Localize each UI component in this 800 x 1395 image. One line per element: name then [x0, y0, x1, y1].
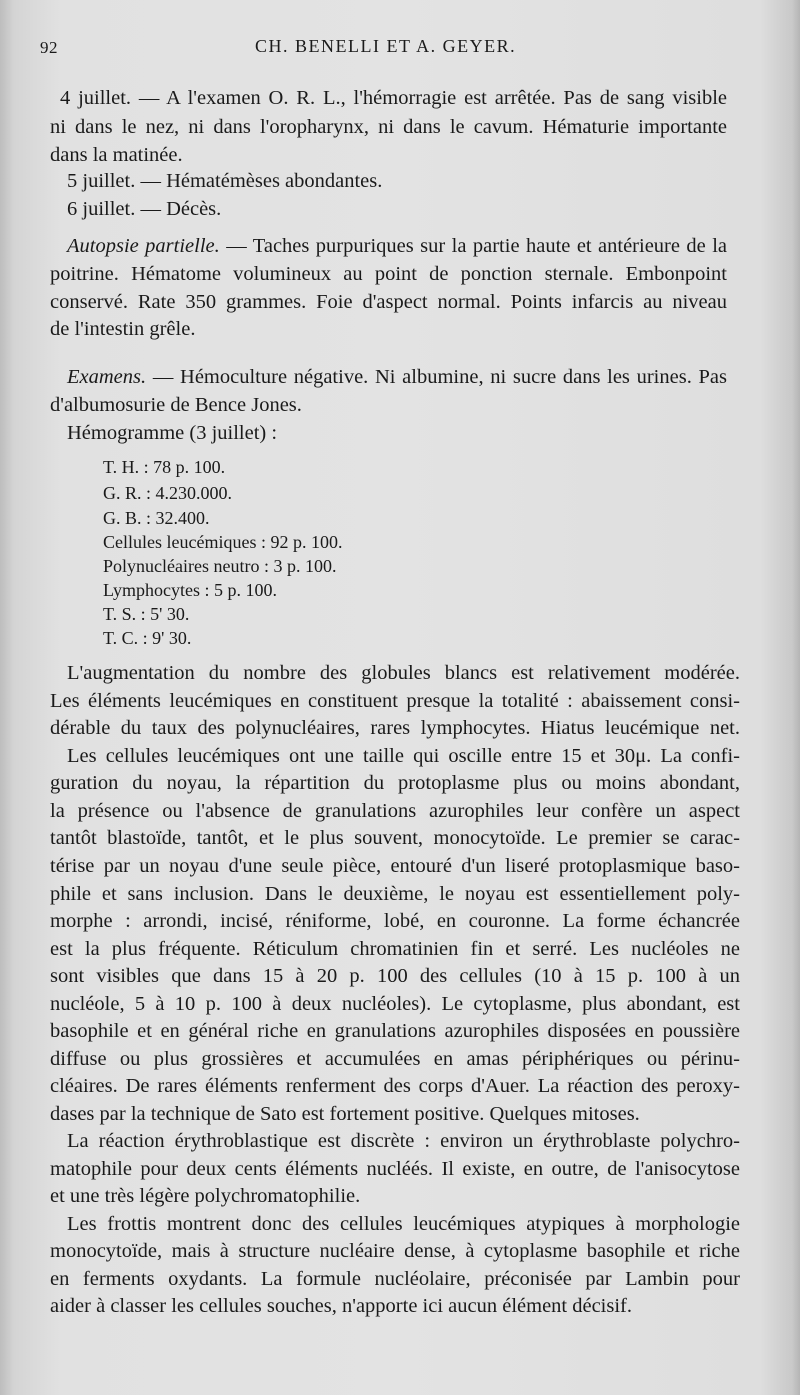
text-line: dans la matinée.: [50, 144, 183, 166]
text-line: phile et sans inclusion. Dans le deuxième, le noyau est essentiellement poly-: [50, 883, 740, 905]
text-line: 4 juillet. — A l'examen O. R. L., l'hémorragie est arrêtée. Pas de sang visible: [60, 87, 727, 109]
text-line: Autopsie partielle. — Taches purpuriques sur la partie haute et antérieure de la: [67, 235, 727, 257]
text-line: la présence ou l'absence de granulations azurophiles leur confère un aspect: [50, 800, 740, 822]
text-line: morphe : arrondi, incisé, réniforme, lobé, en couronne. La forme échancrée: [50, 910, 740, 932]
text-line: diffuse ou plus grossières et accumulées en amas périphériques ou périnu-: [50, 1048, 740, 1070]
hemogram-item: Lymphocytes : 5 p. 100.: [103, 580, 277, 600]
text-line: poitrine. Hématome volumineux au point de ponction sternale. Embonpoint: [50, 263, 727, 285]
section-heading-autopsie: Autopsie partielle.: [67, 235, 220, 257]
text-line: cléaires. De rares éléments renferment des corps d'Auer. La réaction des peroxy-: [50, 1075, 740, 1097]
text-line: dases par la technique de Sato est fortement positive. Quelques mitoses.: [50, 1103, 640, 1125]
text-line: guration du noyau, la répartition du protoplasme plus ou moins abondant,: [50, 772, 740, 794]
hemogram-item: G. R. : 4.230.000.: [103, 483, 233, 503]
hemogram-item: Polynucléaires neutro : 3 p. 100.: [103, 556, 337, 576]
section-heading-examens: Examens.: [67, 366, 147, 388]
text-line: nucléole, 5 à 10 p. 100 à deux nucléoles). Le cytoplasme, plus abondant, est: [50, 993, 740, 1015]
text-line: 5 juillet. — Hématémèses abondantes.: [67, 170, 383, 192]
text-line: 6 juillet. — Décès.: [67, 198, 222, 220]
text-line: basophile et en général riche en granulations azurophiles disposées en poussière: [50, 1020, 740, 1042]
hemogram-item: T. H. : 78 p. 100.: [103, 457, 226, 477]
text-line: dérable du taux des polynucléaires, rares lymphocytes. Hiatus leucémique net.: [50, 717, 740, 739]
text-line: monocytoïde, mais à structure nucléaire dense, à cytoplasme basophile et riche: [50, 1240, 740, 1262]
hemogram-item: T. S. : 5' 30.: [103, 604, 190, 624]
text-line: tantôt blastoïde, tantôt, et le plus souvent, monocytoïde. Le premier se carac-: [50, 827, 740, 849]
text-line: Hémogramme (3 juillet) :: [67, 422, 278, 444]
running-title: CH. BENELLI ET A. GEYER.: [255, 36, 517, 56]
text-line: aider à classer les cellules souches, n'apporte ici aucun élément décisif.: [50, 1295, 633, 1317]
hemogram-item: Cellules leucémiques : 92 p. 100.: [103, 532, 343, 552]
text-line: conservé. Rate 350 grammes. Foie d'aspect normal. Points infarcis au niveau: [50, 291, 727, 313]
page-number: 92: [40, 38, 58, 57]
text-line: Les frottis montrent donc des cellules leucémiques atypiques à morphologie: [67, 1213, 740, 1235]
text-line: de l'intestin grêle.: [50, 318, 196, 340]
hemogram-item: T. C. : 9' 30.: [103, 628, 192, 648]
text-line: matophile pour deux cents éléments nucléés. Il existe, en outre, de l'anisocytose: [50, 1158, 740, 1180]
text-line: térise par un noyau d'une seule pièce, entouré d'un liseré protoplasmique baso-: [50, 855, 740, 877]
text-line: Examens. — Hémoculture négative. Ni albumine, ni sucre dans les urines. Pas: [67, 366, 727, 388]
text-line: Les éléments leucémiques en constituent presque la totalité : abaissement consi-: [50, 690, 740, 712]
text-line: Les cellules leucémiques ont une taille qui oscille entre 15 et 30μ. La confi-: [67, 745, 740, 767]
text-line: ni dans le nez, ni dans l'oropharynx, ni dans le cavum. Hématurie importante: [50, 116, 727, 138]
text-line: d'albumosurie de Bence Jones.: [50, 394, 302, 416]
text-line: et une très légère polychromatophilie.: [50, 1185, 361, 1207]
text-line: L'augmentation du nombre des globules blancs est relativement modérée.: [67, 662, 740, 684]
text-line: est la plus fréquente. Réticulum chromatinien fin et serré. Les nucléoles ne: [50, 938, 740, 960]
hemogram-item: G. B. : 32.400.: [103, 508, 210, 528]
text-line: La réaction érythroblastique est discrète : environ un érythroblaste polychro-: [67, 1130, 740, 1152]
text-line: en ferments oxydants. La formule nucléolaire, préconisée par Lambin pour: [50, 1268, 740, 1290]
text-line: sont visibles que dans 15 à 20 p. 100 des cellules (10 à 15 p. 100 à un: [50, 965, 740, 987]
